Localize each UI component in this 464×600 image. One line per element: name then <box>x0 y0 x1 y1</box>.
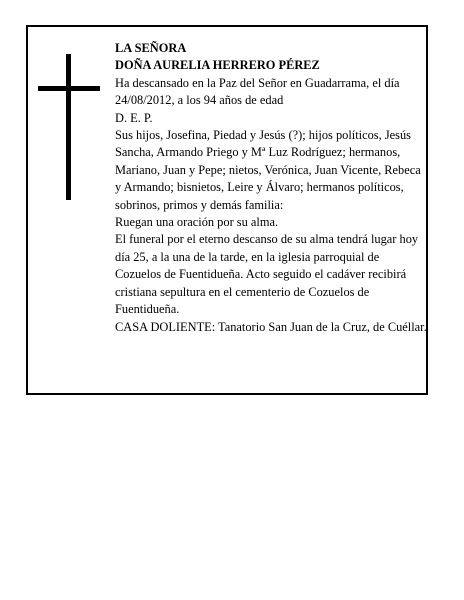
cross-horizontal-bar <box>38 86 100 91</box>
cross-icon <box>38 54 100 200</box>
death-statement: Ha descansado en la Paz del Señor en Guadarrama, el día 24/08/2012, a los 94 años de edad <box>115 75 400 108</box>
obituary-notice <box>26 25 428 395</box>
mourning-house: CASA DOLIENTE: Tanatorio San Juan de la Cruz, de Cuéllar. <box>115 319 427 334</box>
notice-text <box>115 40 427 336</box>
prayer-request: Ruegan una oración por su alma. <box>115 215 279 230</box>
rip-line: D. E. P. <box>115 110 153 125</box>
funeral-details: El funeral por el eterno descanso de su alma tendrá lugar hoy día 25, a la una de la tarde, en la iglesia parroquial de Cozuelos de Fuentidueña. Acto seguido el cadáver recibirá cristiana sepultura en el cementerio de Cozuelos de Fuentidueña. <box>115 232 419 317</box>
family-list: Sus hijos, Josefina, Piedad y Jesús (?); hijos políticos, Jesús Sancha, Armando Priego y Mª Luz Rodríguez; hermanos, Mariano, Juan y Pepe; nietos, Verónica, Juan Vicente, Rebeca y Armando; bisnietos, Leire y Álvaro; hermanos políticos, sobrinos, primos y demás familia: <box>115 128 421 212</box>
honorific: LA SEÑORA <box>115 41 187 55</box>
cross-vertical-bar <box>66 54 71 200</box>
deceased-name: DOÑA AURELIA HERRERO PÉREZ <box>115 58 320 73</box>
